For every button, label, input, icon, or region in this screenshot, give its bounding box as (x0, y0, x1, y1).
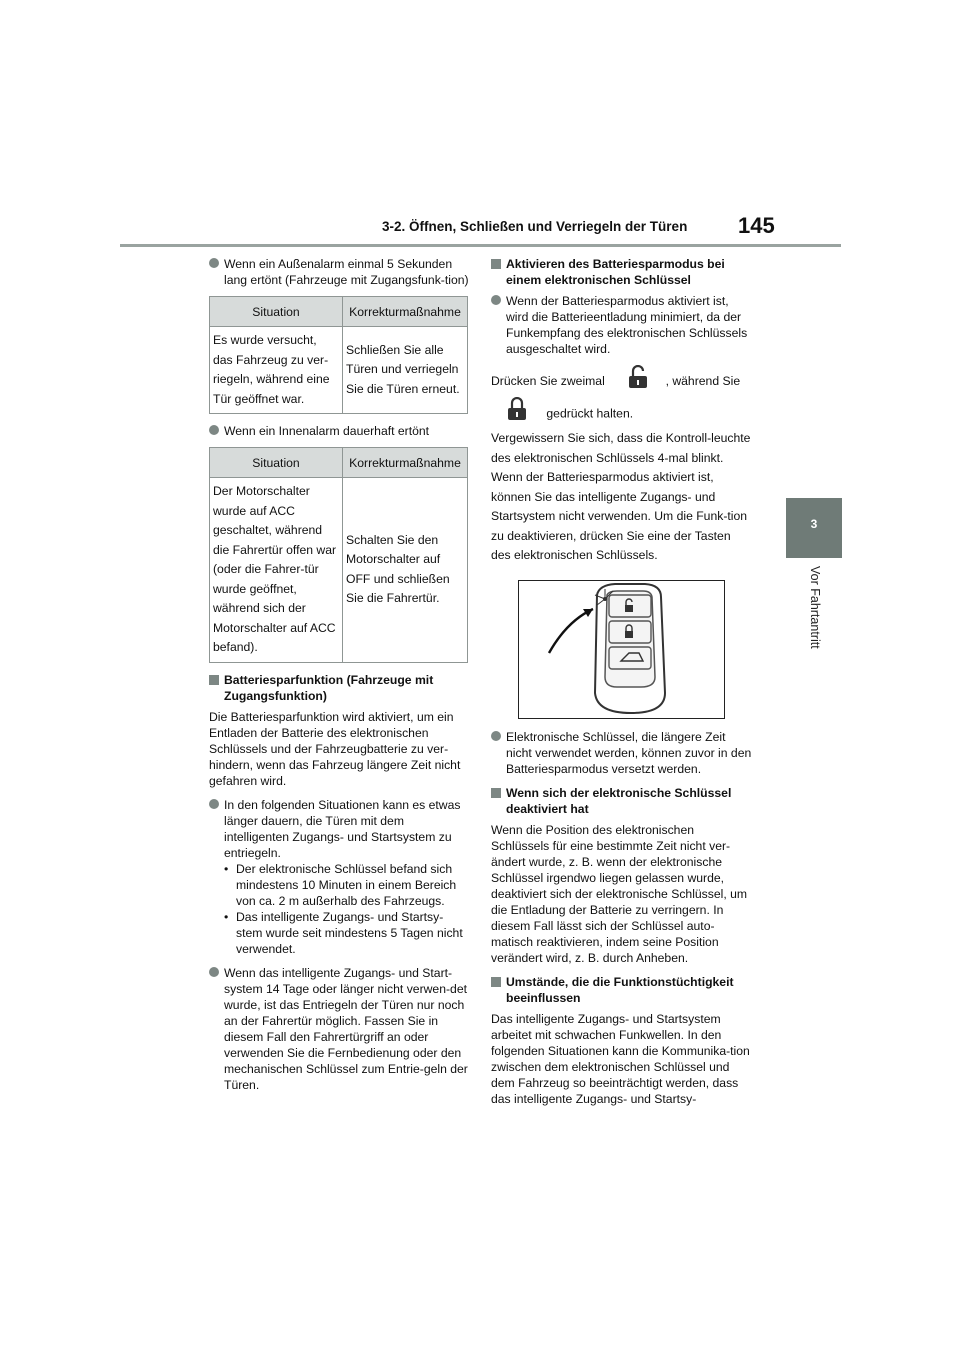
sub-bullet-marker: • (224, 861, 229, 876)
left-column (209, 256, 469, 1101)
key-fob-illustration (518, 580, 725, 719)
table-cell-action: Schalten Sie den Motorschalter auf OFF und schließen Sie die Fahrertür. (343, 478, 468, 663)
inside-alarm-table (209, 447, 468, 663)
bullet-saving-active: Wenn der Batteriesparmodus aktiviert ist, wird die Batterieentladung minimiert, da der Funkempfang des elektronischen Schlüssels ausgeschaltet wird. (491, 293, 753, 357)
heading-square-icon (491, 259, 501, 269)
heading-square-icon (491, 788, 501, 798)
sub-bullet-marker: • (224, 909, 229, 924)
unlock-icon (628, 365, 648, 399)
bullet-unused-keys: Elektronische Schlüssel, die längere Zeit nicht verwendet werden, können zuvor in den Batteriesparmodus versetzt werden. (491, 729, 753, 777)
sub-item-5-days: • Das intelligente Zugangs- und Startsy-stem wurde seit mindestens 5 Tagen nicht verwendet. (224, 909, 463, 956)
chapter-label: Vor Fahrtantritt (808, 566, 822, 649)
table-header-action: Korrekturmaßnahme (343, 297, 468, 327)
paragraph-battery-saving: Die Batteriesparfunktion wird aktiviert, um ein Entladen der Batterie des elektronischen Schlüssels und der Fahrzeugbatterie zu ver-hindern, wenn das Fahrzeug längere Zeit nicht gefahren wird. (209, 709, 461, 788)
header-divider (120, 244, 841, 247)
right-column (491, 256, 753, 1115)
table-header-situation: Situation (210, 297, 343, 327)
bullet-inside-alarm: Wenn ein Innenalarm dauerhaft ertönt (209, 423, 469, 439)
heading-square-icon (209, 675, 219, 685)
paragraph-circumstances: Das intelligente Zugangs- und Startsystem arbeitet mit schwachen Funkwellen. In den folgenden Situationen kann die Kommunika-tion zwischen dem elektronischen Schlüssel und dem Fahrzeug so beeinträchtigt werden, dass das intelligente Zugangs- und Startsy- (491, 1011, 750, 1106)
bullet-delay: In den folgenden Situationen kann es etwas länger dauern, die Türen mit dem intelligenten Zugangs- und Startsystem zu entriegeln. (209, 797, 469, 861)
heading-activate-saving: Aktivieren des Batteriesparmodus bei einem elektronischen Schlüssel (491, 256, 753, 288)
heading-key-deactivated: Wenn sich der elektronische Schlüssel deaktiviert hat (491, 785, 753, 817)
instruction-hold: gedrückt halten. (491, 397, 753, 427)
sub-item-10-minutes: • Der elektronische Schlüssel befand sich mindestens 10 Minuten in einem Bereich von ca. 2 m außerhalb des Fahrzeugs. (224, 861, 457, 908)
bullet-outside-alarm: Wenn ein Außenalarm einmal 5 Sekunden lang ertönt (Fahrzeuge mit Zugangsfunk-tion) (209, 256, 469, 288)
heading-circumstances: Umstände, die die Funktionstüchtigkeit beeinflussen (491, 974, 753, 1006)
instruction-press-twice: Drücken Sie zweimal , während Sie (491, 365, 753, 393)
bullet-14-days: Wenn das intelligente Zugangs- und Start-system 14 Tage oder länger nicht verwen-det wurde, ist das Entriegeln der Türen nur noch an der Fahrertür möglich. Fassen Sie in diesem Fall den Fahrertürgriff an oder verwenden Sie die Fernbedienung oder den mechanischen Schlüssel zum Entrie-geln der Türen. (209, 965, 469, 1093)
section-title: 3-2. Öffnen, Schließen und Verriegeln der Türen (382, 219, 688, 234)
bullet-dot-icon (491, 731, 501, 741)
bullet-dot-icon (491, 295, 501, 305)
bullet-dot-icon (209, 258, 219, 268)
lock-icon (507, 397, 527, 432)
table-header-action: Korrekturmaßnahme (343, 448, 468, 478)
chapter-tab: 3 (786, 498, 842, 558)
table-cell-situation: Der Motorschalter wurde auf ACC geschaltet, während die Fahrertür offen war (oder die Fahrer-tür wurde geöffnet, während sich der Motorschalter auf ACC befand). (210, 478, 343, 663)
table-cell-action: Schließen Sie alle Türen und verriegeln Sie die Türen erneut. (343, 327, 468, 414)
table-cell-situation: Es wurde versucht, das Fahrzeug zu ver-riegeln, während eine Tür geöffnet war. (210, 327, 343, 414)
page-number: 145 (738, 213, 775, 238)
outside-alarm-table (209, 296, 468, 414)
paragraph-deactivate: Wenn der Batteriesparmodus aktiviert ist, können Sie das intelligente Zugangs- und Startsystem nicht verwenden. Um die Funk-tion zu deaktivieren, drücken Sie eine der Tasten des elektronischen Schlüssels. (491, 470, 748, 562)
paragraph-indicator: Vergewissern Sie sich, dass die Kontroll-leuchte des elektronischen Schlüssels 4-mal blinkt. (491, 431, 751, 465)
heading-square-icon (491, 977, 501, 987)
bullet-dot-icon (209, 967, 219, 977)
bullet-dot-icon (209, 425, 219, 435)
table-header-situation: Situation (210, 448, 343, 478)
heading-battery-saving: Batteriesparfunktion (Fahrzeuge mit Zugangsfunktion) (209, 672, 469, 704)
paragraph-key-deactivated: Wenn die Position des elektronischen Schlüssels für eine bestimmte Zeit nicht ver-ändert wurde, z. B. wenn der elektronische Schlüssel irgendwo liegen gelassen wurde, deaktiviert sich der elektronische Schlüssel, um die Entladung der Batterie zu verringern. In diesem Fall lässt sich der Schlüssel auto-matisch reaktivieren, indem seine Position verändert wird, z. B. durch Anheben. (491, 822, 748, 965)
bullet-dot-icon (209, 799, 219, 809)
